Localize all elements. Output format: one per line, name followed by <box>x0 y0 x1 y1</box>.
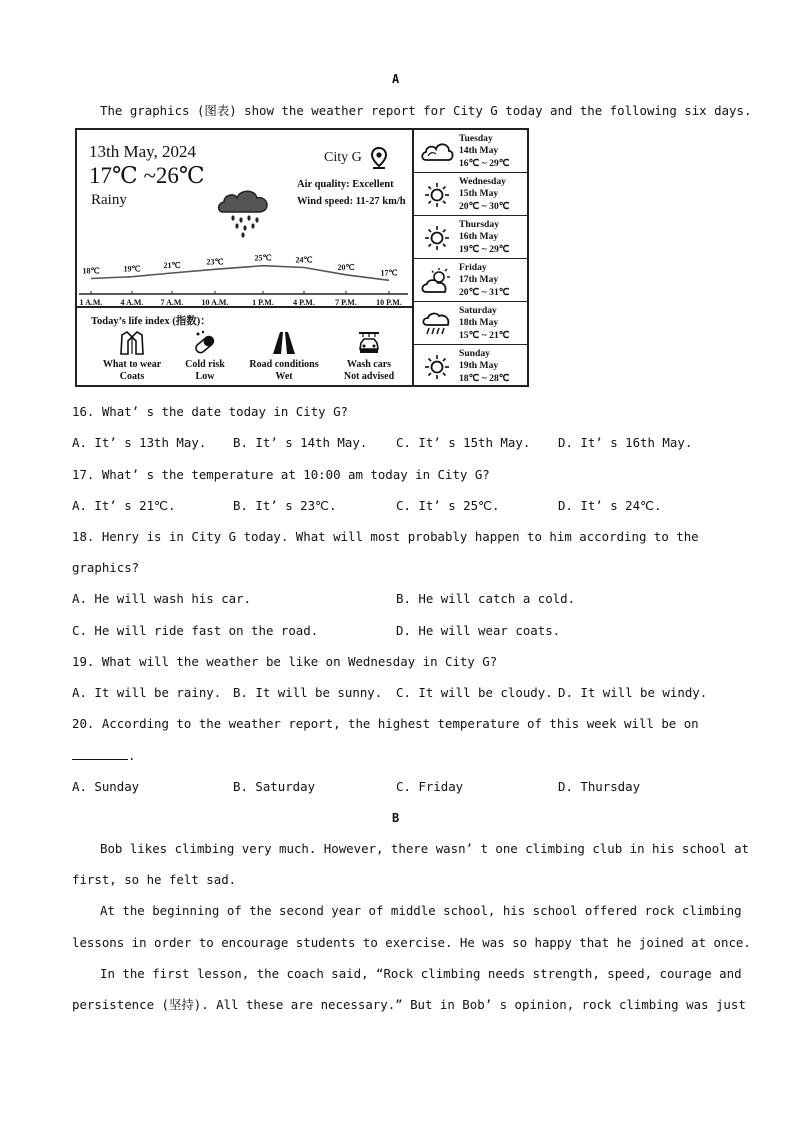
question-17: 17. What’ s the temperature at 10:00 am today in City G? <box>72 467 490 482</box>
sunny-icon <box>420 181 454 209</box>
passage-b-p2-line1: At the beginning of the second year of middle school, his school offered rock climbing <box>100 903 742 918</box>
sunny-icon <box>420 224 454 252</box>
forecast-date: 15th May <box>459 188 499 200</box>
temp-label: 19℃ <box>123 264 141 274</box>
q16-option-c: C. It’ s 15th May. <box>396 435 531 450</box>
car-wash-icon <box>355 329 383 357</box>
question-19: 19. What will the weather be like on Wednesday in City G? <box>72 654 498 669</box>
forecast-range: 16℃ ~ 29℃ <box>459 157 510 169</box>
forecast-panel <box>414 130 527 385</box>
q17-option-d: D. It’ s 24℃. <box>558 498 662 513</box>
time-label: 4 P.M. <box>293 298 315 307</box>
life-index-title: Today’s life index (指数)： <box>91 316 211 327</box>
section-a-intro: The graphics (图表) show the weather report for City G today and the following six days. <box>100 103 752 118</box>
q16-option-a: A. It’ s 13th May. <box>72 435 207 450</box>
life-item-road-value: Wet <box>275 371 293 382</box>
q19-option-d: D. It will be windy. <box>558 685 708 700</box>
forecast-day <box>414 345 527 388</box>
forecast-date: 18th May <box>459 317 499 329</box>
q19-option-a: A. It will be rainy. <box>72 685 222 700</box>
passage-b-p1-line2: first, so he felt sad. <box>72 872 237 887</box>
forecast-range: 15℃ ~ 21℃ <box>459 329 510 341</box>
rain-cloud-icon <box>215 184 275 240</box>
forecast-range: 20℃ ~ 31℃ <box>459 286 510 298</box>
forecast-range: 19℃ ~ 29℃ <box>459 243 510 255</box>
question-20: 20. According to the weather report, the highest temperature of this week will be on <box>72 716 699 731</box>
q16-option-b: B. It’ s 14th May. <box>233 435 368 450</box>
air-quality: Air quality: Excellent <box>297 179 394 190</box>
time-label: 10 P.M. <box>376 298 402 307</box>
q19-option-c: C. It will be cloudy. <box>396 685 553 700</box>
forecast-date: 17th May <box>459 274 499 286</box>
life-item-road-name: Road conditions <box>249 359 319 370</box>
time-label: 7 A.M. <box>160 298 184 307</box>
forecast-weekday: Wednesday <box>459 176 506 187</box>
life-item-wash-name: Wash cars <box>346 359 392 370</box>
q16-option-d: D. It’ s 16th May. <box>558 435 693 450</box>
life-item-wear <box>97 329 167 383</box>
forecast-range: 18℃ ~ 28℃ <box>459 372 510 384</box>
partly-cloudy-icon <box>420 267 454 295</box>
question-18-line2: graphics? <box>72 560 140 575</box>
today-condition: Rainy <box>91 192 127 208</box>
forecast-day <box>414 302 527 345</box>
passage-b-p3-line1: In the first lesson, the coach said, “Rock climbing needs strength, speed, courage and <box>100 966 742 981</box>
forecast-date: 16th May <box>459 231 499 243</box>
q17-option-b: B. It’ s 23℃. <box>233 498 337 513</box>
weather-graphic <box>75 128 529 387</box>
forecast-weekday: Sunday <box>459 348 490 359</box>
hourly-temperature-chart <box>77 242 410 310</box>
city-name: City G <box>324 150 362 165</box>
forecast-day <box>414 173 527 216</box>
q20-option-a: A. Sunday <box>72 779 140 794</box>
location-pin-icon <box>369 146 389 170</box>
passage-b-p1-line1: Bob likes climbing very much. However, there wasn’ t one climbing club in his school at <box>100 841 750 856</box>
temp-label: 25℃ <box>254 253 272 263</box>
rainy-icon <box>420 310 454 338</box>
q17-option-a: A. It’ s 21℃. <box>72 498 176 513</box>
passage-b-p2-line2: lessons in order to encourage students to exercise. He was so happy that he joined at once. <box>72 935 751 950</box>
today-date: 13th May, 2024 <box>89 142 197 161</box>
life-item-wear-name: What to wear <box>102 359 162 370</box>
time-label: 10 A.M. <box>201 298 229 307</box>
q17-option-c: C. It’ s 25℃. <box>396 498 500 513</box>
today-panel <box>77 130 414 385</box>
road-icon <box>270 329 298 357</box>
forecast-weekday: Friday <box>459 262 487 273</box>
forecast-day <box>414 216 527 259</box>
q19-option-b: B. It will be sunny. <box>233 685 383 700</box>
question-18-line1: 18. Henry is in City G today. What will most probably happen to him according to the <box>72 529 699 544</box>
sunny-icon <box>420 353 454 381</box>
forecast-date: 14th May <box>459 145 499 157</box>
life-item-wear-value: Coats <box>119 371 145 382</box>
life-item-cold-value: Low <box>195 371 215 382</box>
life-item-wash-value: Not advised <box>343 371 395 382</box>
forecast-weekday: Tuesday <box>459 133 493 144</box>
life-item-cold-name: Cold risk <box>185 359 225 370</box>
temp-label: 24℃ <box>295 255 313 265</box>
wind-speed: Wind speed: 11-27 km/h <box>297 196 406 207</box>
life-item-wash <box>333 329 405 383</box>
forecast-day <box>414 130 527 173</box>
cloudy-icon <box>420 138 454 166</box>
question-16: 16. What’ s the date today in City G? <box>72 404 349 419</box>
q18-option-b: B. He will catch a cold. <box>396 591 576 606</box>
q20-option-d: D. Thursday <box>558 779 641 794</box>
answer-blank: . <box>72 747 135 763</box>
section-b-label: B <box>392 811 400 825</box>
today-temp-range: 17℃ ~26℃ <box>89 163 205 188</box>
forecast-range: 20℃ ~ 30℃ <box>459 200 510 212</box>
life-item-road <box>241 329 327 383</box>
time-label: 4 A.M. <box>120 298 144 307</box>
q20-option-b: B. Saturday <box>233 779 316 794</box>
forecast-date: 19th May <box>459 360 499 372</box>
time-label: 7 P.M. <box>335 298 357 307</box>
time-label: 1 P.M. <box>252 298 274 307</box>
time-label: 1 A.M. <box>79 298 103 307</box>
temp-label: 21℃ <box>163 261 181 270</box>
temp-label: 23℃ <box>206 257 224 267</box>
forecast-weekday: Saturday <box>459 305 497 316</box>
q18-option-c: C. He will ride fast on the road. <box>72 623 319 638</box>
temp-label: 17℃ <box>380 268 398 278</box>
q18-option-a: A. He will wash his car. <box>72 591 252 606</box>
coat-icon <box>118 329 146 357</box>
section-a-label: A <box>392 72 400 86</box>
q20-option-c: C. Friday <box>396 779 464 794</box>
temp-label: 18℃ <box>82 266 100 276</box>
forecast-weekday: Thursday <box>459 219 499 230</box>
pill-icon <box>191 329 219 357</box>
life-item-cold <box>173 329 237 383</box>
temp-label: 20℃ <box>337 262 355 272</box>
forecast-day <box>414 259 527 302</box>
life-index-divider <box>77 306 412 308</box>
q18-option-d: D. He will wear coats. <box>396 623 561 638</box>
passage-b-p3-line2: persistence (坚持). All these are necessary.” But in Bob’ s opinion, rock climbing was just <box>72 997 746 1012</box>
